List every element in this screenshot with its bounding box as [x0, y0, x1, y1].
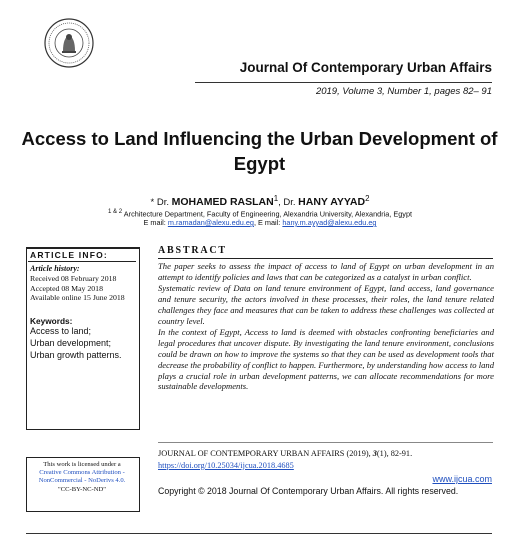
issue-line: 2019, Volume 3, Number 1, pages 82– 91: [315, 86, 492, 97]
license-line-1: This work is licensed under a: [43, 461, 121, 468]
author2-sup: 2: [365, 194, 370, 203]
abstract-paragraph-2: Systematic review of Data on land tenure environment of Egypt, land access, land governance and tenure security, the actors involved in these processes, their roles, the land tenure related challenges they face and measures that can be taken to address these challenges was collected at country level.: [158, 282, 494, 326]
author1-prefix: * Dr.: [150, 197, 169, 209]
copyright: Copyright © 2018 Journal Of Contemporary Urban Affairs. All rights reserved.: [158, 486, 459, 496]
license-code: "CC-BY-NC-ND": [58, 485, 106, 493]
bottom-rule: [26, 533, 492, 534]
emails: E mail: m.ramadan@alexu.edu.eg, E mail: hany.m.ayyad@alexu.edu.eg: [143, 218, 377, 227]
keyword-3: Urban growth patterns.: [30, 349, 122, 360]
affiliation: [60, 208, 460, 218]
abstract-heading: ABSTRACT: [158, 245, 227, 256]
journal-website-link[interactable]: www.ijcua.com: [432, 474, 492, 484]
keywords: [30, 326, 122, 361]
citation-prefix: JOURNAL OF CONTEMPORARY URBAN AFFAIRS (2019),: [158, 449, 373, 458]
received-date: Received 08 February 2018: [30, 274, 117, 283]
license-link-line-2[interactable]: NonCommercial - NoDerivs 4.0.: [38, 477, 126, 485]
author1-sup: 1: [273, 194, 279, 203]
affiliation-text: Architecture Department, Faculty of Engineering, Alexandria University, Alexandria, Egypt: [123, 209, 413, 219]
license-text: [28, 461, 136, 494]
citation-suffix: (1), 82-91.: [376, 449, 413, 458]
email1-label: E mail:: [143, 218, 166, 227]
keyword-2: Urban development;: [30, 337, 112, 348]
author1-name: MOHAMED RASLAN: [171, 196, 274, 209]
accepted-date: Accepted 08 May 2018: [30, 283, 103, 293]
abstract-paragraph-1: The paper seeks to assess the impact of access to land of Egypt on urban development in an attempt to identify policies and laws that can be categorized as a catalyst in urban conflict.: [158, 261, 494, 282]
author2-name: HANY AYYAD: [298, 196, 366, 209]
doi-link[interactable]: https://doi.org/10.25034/ijcua.2018.4685: [158, 461, 294, 470]
article-info-heading: ARTICLE INFO:: [30, 250, 108, 260]
license-link-line-1[interactable]: Creative Commons Attribution -: [39, 469, 125, 477]
abstract-body: [158, 261, 494, 392]
article-history: [30, 274, 125, 303]
online-date: Available online 15 June 2018: [30, 293, 125, 303]
header-rule: [195, 82, 492, 83]
abstract-rule-top: [158, 258, 493, 259]
keyword-1: Access to land;: [30, 326, 92, 336]
email1-link[interactable]: m.ramadan@alexu.edu.eg: [167, 218, 254, 227]
abstract-rule-bottom: [158, 442, 493, 443]
author2-prefix: , Dr.: [278, 197, 296, 209]
article-info-rule: [28, 261, 136, 262]
abstract-paragraph-3: In the context of Egypt, Access to land is deemed with obstacles confronting beneficiaries and legal procedures that uncover dispute. By investigating the land tenure environment, conclusions could be drawn on how to improve the systems so that they can be used as development tools that decrease the probability of conflict to happen. Furthermore, by understanding how access to land plays a crucial role in urban development patterns, we can allocate recommendations for more sustainable developments.: [158, 326, 494, 392]
email2-label: E mail:: [258, 218, 281, 227]
citation-volume: 3: [372, 449, 377, 458]
citation: [158, 449, 412, 458]
authors: [60, 194, 460, 208]
title-line-2: Egypt: [233, 153, 286, 174]
history-label: Article history:: [30, 264, 80, 273]
email2-link[interactable]: hany.m.ayyad@alexu.edu.eg: [282, 218, 377, 227]
article-title: [8, 126, 511, 176]
title-line-1: Access to Land Influencing the Urban Development of: [21, 128, 498, 149]
keywords-label: Keywords:: [30, 316, 73, 326]
journal-name: Journal Of Contemporary Urban Affairs: [239, 60, 492, 75]
affiliation-sup: 1 & 2: [107, 208, 123, 215]
journal-seal-logo: [44, 18, 94, 68]
